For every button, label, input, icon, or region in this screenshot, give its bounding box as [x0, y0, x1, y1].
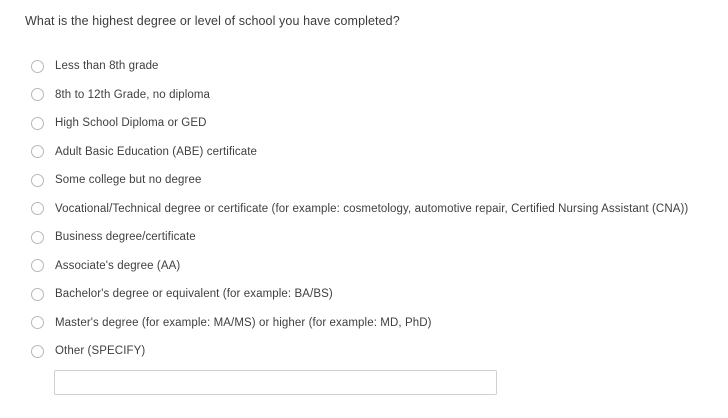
- radio-icon[interactable]: [31, 259, 44, 272]
- other-specify-field-wrapper: [54, 370, 497, 395]
- option-label: Associate's degree (AA): [55, 259, 181, 272]
- radio-icon[interactable]: [31, 145, 44, 158]
- option-label: 8th to 12th Grade, no diploma: [55, 88, 211, 101]
- option-bachelors-degree[interactable]: [25, 280, 715, 309]
- radio-icon[interactable]: [31, 174, 44, 187]
- option-8th-to-12th-no-diploma[interactable]: [25, 81, 715, 110]
- radio-icon[interactable]: [31, 345, 44, 358]
- option-high-school-diploma-or-ged[interactable]: [25, 109, 715, 138]
- radio-group: [25, 52, 715, 366]
- other-specify-input[interactable]: [54, 370, 497, 395]
- radio-icon[interactable]: [31, 288, 44, 301]
- option-vocational-technical-degree[interactable]: [25, 195, 715, 224]
- option-associates-degree[interactable]: [25, 252, 715, 281]
- option-label: Less than 8th grade: [55, 60, 159, 73]
- radio-icon[interactable]: [31, 60, 44, 73]
- option-business-degree-certificate[interactable]: [25, 223, 715, 252]
- option-label: Master's degree (for example: MA/MS) or higher (for example: MD, PhD): [55, 316, 432, 329]
- radio-icon[interactable]: [31, 202, 44, 215]
- option-label: Adult Basic Education (ABE) certificate: [55, 145, 258, 158]
- option-adult-basic-education-certificate[interactable]: [25, 138, 715, 167]
- option-label: Other (SPECIFY): [55, 345, 146, 358]
- option-label: Business degree/certificate: [55, 231, 196, 244]
- option-label: Some college but no degree: [55, 174, 202, 187]
- option-label: High School Diploma or GED: [55, 117, 207, 130]
- radio-icon[interactable]: [31, 88, 44, 101]
- radio-icon[interactable]: [31, 231, 44, 244]
- option-other-specify[interactable]: [25, 337, 715, 366]
- page-title: What is the highest degree or level of school you have completed?: [25, 14, 400, 28]
- option-less-than-8th-grade[interactable]: [25, 52, 715, 81]
- option-some-college-no-degree[interactable]: [25, 166, 715, 195]
- option-label: Bachelor's degree or equivalent (for example: BA/BS): [55, 288, 333, 301]
- radio-icon[interactable]: [31, 117, 44, 130]
- option-masters-degree-or-higher[interactable]: [25, 309, 715, 338]
- radio-icon[interactable]: [31, 316, 44, 329]
- option-label: Vocational/Technical degree or certificate (for example: cosmetology, automotive repair, Certified Nursing Assistant (CNA)): [55, 202, 689, 215]
